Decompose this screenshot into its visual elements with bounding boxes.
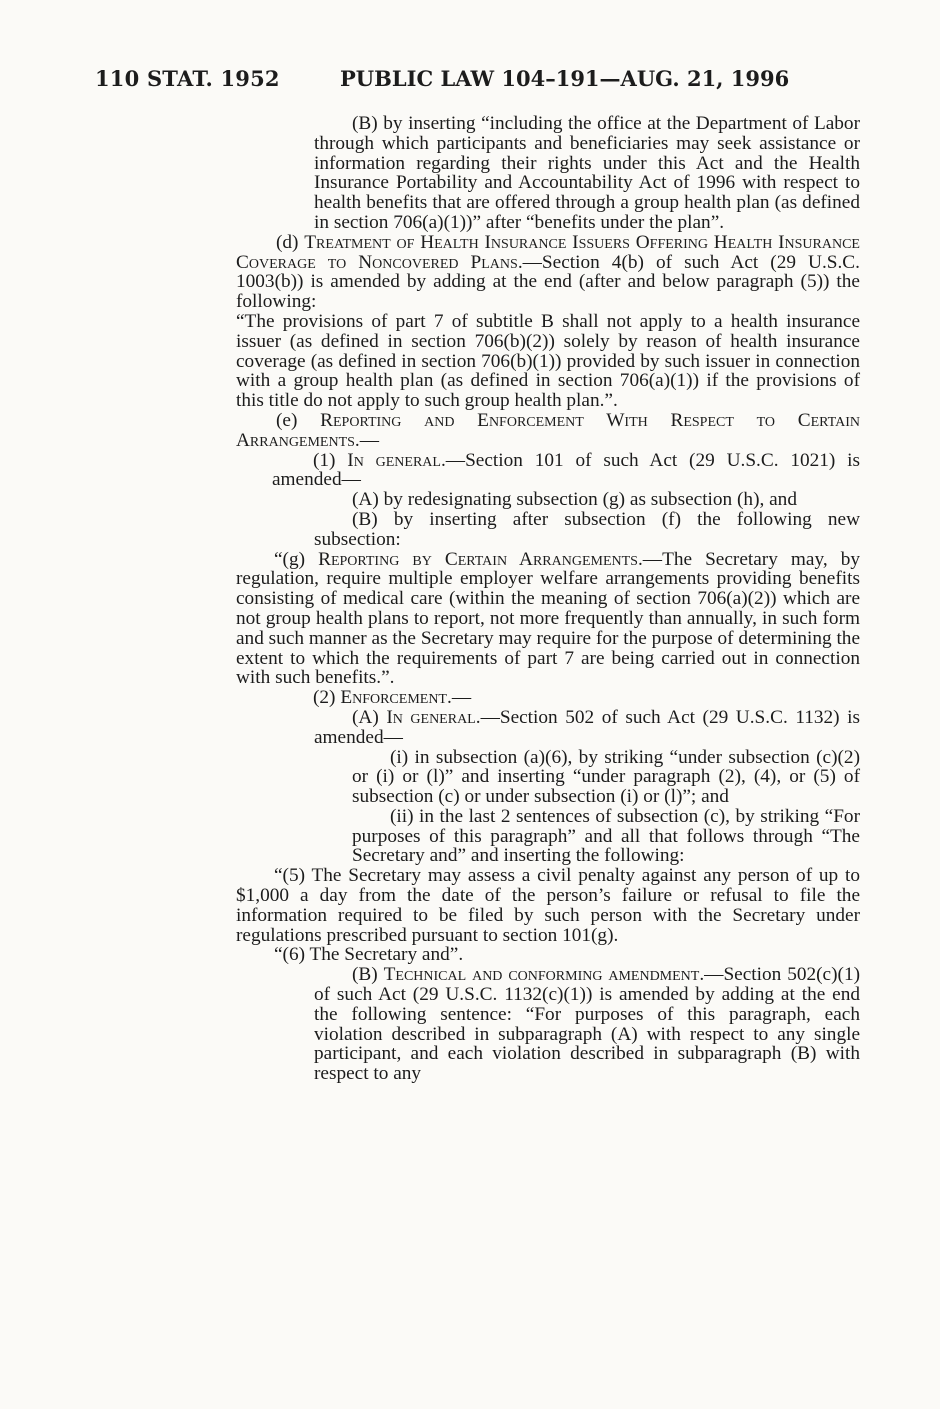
section-heading: In general. [347, 449, 446, 471]
quoted-paragraph-6: “(6) The Secretary and”. [274, 944, 464, 966]
stat-citation: 110 STAT. 1952 [95, 66, 280, 91]
paragraph-e-2: (2) Enforcement.— [313, 687, 472, 709]
quoted-subsection-g: “(g) Reporting by Certain Arrangements.—The Secretary may, by regulation, require multiple employer welfare arrangements providing benefits consisting of medical care (within the meaning of section 706(a)(2)) which are not group health plans to report, not more frequently than annually, in such form and such manner as the Secretary may require for the purpose of determining the extent to which the requirements of part 7 are being carried out in connection with such benefits.”. [236, 548, 860, 689]
quoted-provision: “The provisions of part 7 of subtitle B shall not apply to a health insurance issuer (as defined in section 706(b)(2)) solely by reason of health insurance coverage (as defined in section 706(b)(1)) provided by such issuer in connection with a group health plan (as defined in section 706(a)(1)) if the provisions of this title do not apply to such group health plan.”. [236, 310, 860, 412]
section-heading: Enforcement. [340, 687, 452, 709]
quoted-paragraph-5: “(5) The Secretary may assess a civil penalty against any person of up to $1,000 a day from the date of the person’s failure or refusal to file the information required to be filed by such person with the Secretary under regulations prescribed pursuant to section 101(g). [236, 865, 860, 946]
section-heading: Reporting and Enforcement With Respect to Certain Arrangements. [236, 409, 860, 451]
section-heading: Technical and conforming amendment. [383, 964, 705, 986]
paragraph-e-2-b: (B) Technical and conforming amendment.—Section 502(c)(1) of such Act (29 U.S.C. 1132(c)(1)) is amended by adding at the end the following sentence: “For purposes of this paragraph, each violation described in subparagraph (A) with respect to any single participant, and each violation described in subparagraph (B) with respect to any [314, 964, 860, 1085]
paragraph-d: (d) Treatment of Health Insurance Issuers Offering Health Insurance Coverage to Noncovered Plans.—Section 4(b) of such Act (29 U.S.C. 1003(b)) is amended by adding at the end (after and below paragraph (5)) the following: [236, 231, 860, 313]
section-heading: Reporting by Certain Arrangements. [318, 548, 643, 570]
paragraph-e-1-b: (B) by inserting after subsection (f) the following new subsection: [314, 508, 860, 550]
clause-i: (i) in subsection (a)(6), by striking “under subsection (c)(2) or (i) or (l)” and inserting “under paragraph (2), (4), or (5) of subsection (c) or under subsection (i) or (l)”; and [352, 746, 860, 808]
section-heading: In general. [386, 706, 481, 728]
paragraph-e-1-a: (A) by redesignating subsection (g) as subsection (h), and [352, 489, 797, 511]
statute-body [236, 114, 860, 1084]
paragraph-e-2-a: (A) In general.—Section 502 of such Act (29 U.S.C. 1132) is amended— [314, 706, 861, 748]
section-heading: Treatment of Health Insurance Issuers Offering Health Insurance Coverage to Noncovered Plans. [236, 231, 860, 273]
clause-ii: (ii) in the last 2 sentences of subsection (c), by striking “For purposes of this paragraph” and all that follows through “The Secretary and” and inserting the following: [352, 805, 860, 867]
paragraph-e: (e) Reporting and Enforcement With Respect to Certain Arrangements.— [236, 409, 860, 451]
paragraph-e-1: (1) In general.—Section 101 of such Act (29 U.S.C. 1021) is amended— [272, 449, 861, 491]
public-law-heading: PUBLIC LAW 104–191—AUG. 21, 1996 [340, 66, 790, 91]
paragraph-b-inserting: (B) by inserting “including the office at the Department of Labor through which participants and beneficiaries may seek assistance or information regarding their rights under this Act and the Health Insurance Portability and Accountability Act of 1996 with respect to health benefits that are offered through a group health plan (as defined in section 706(a)(1))” after “benefits under the plan”. [314, 113, 860, 233]
